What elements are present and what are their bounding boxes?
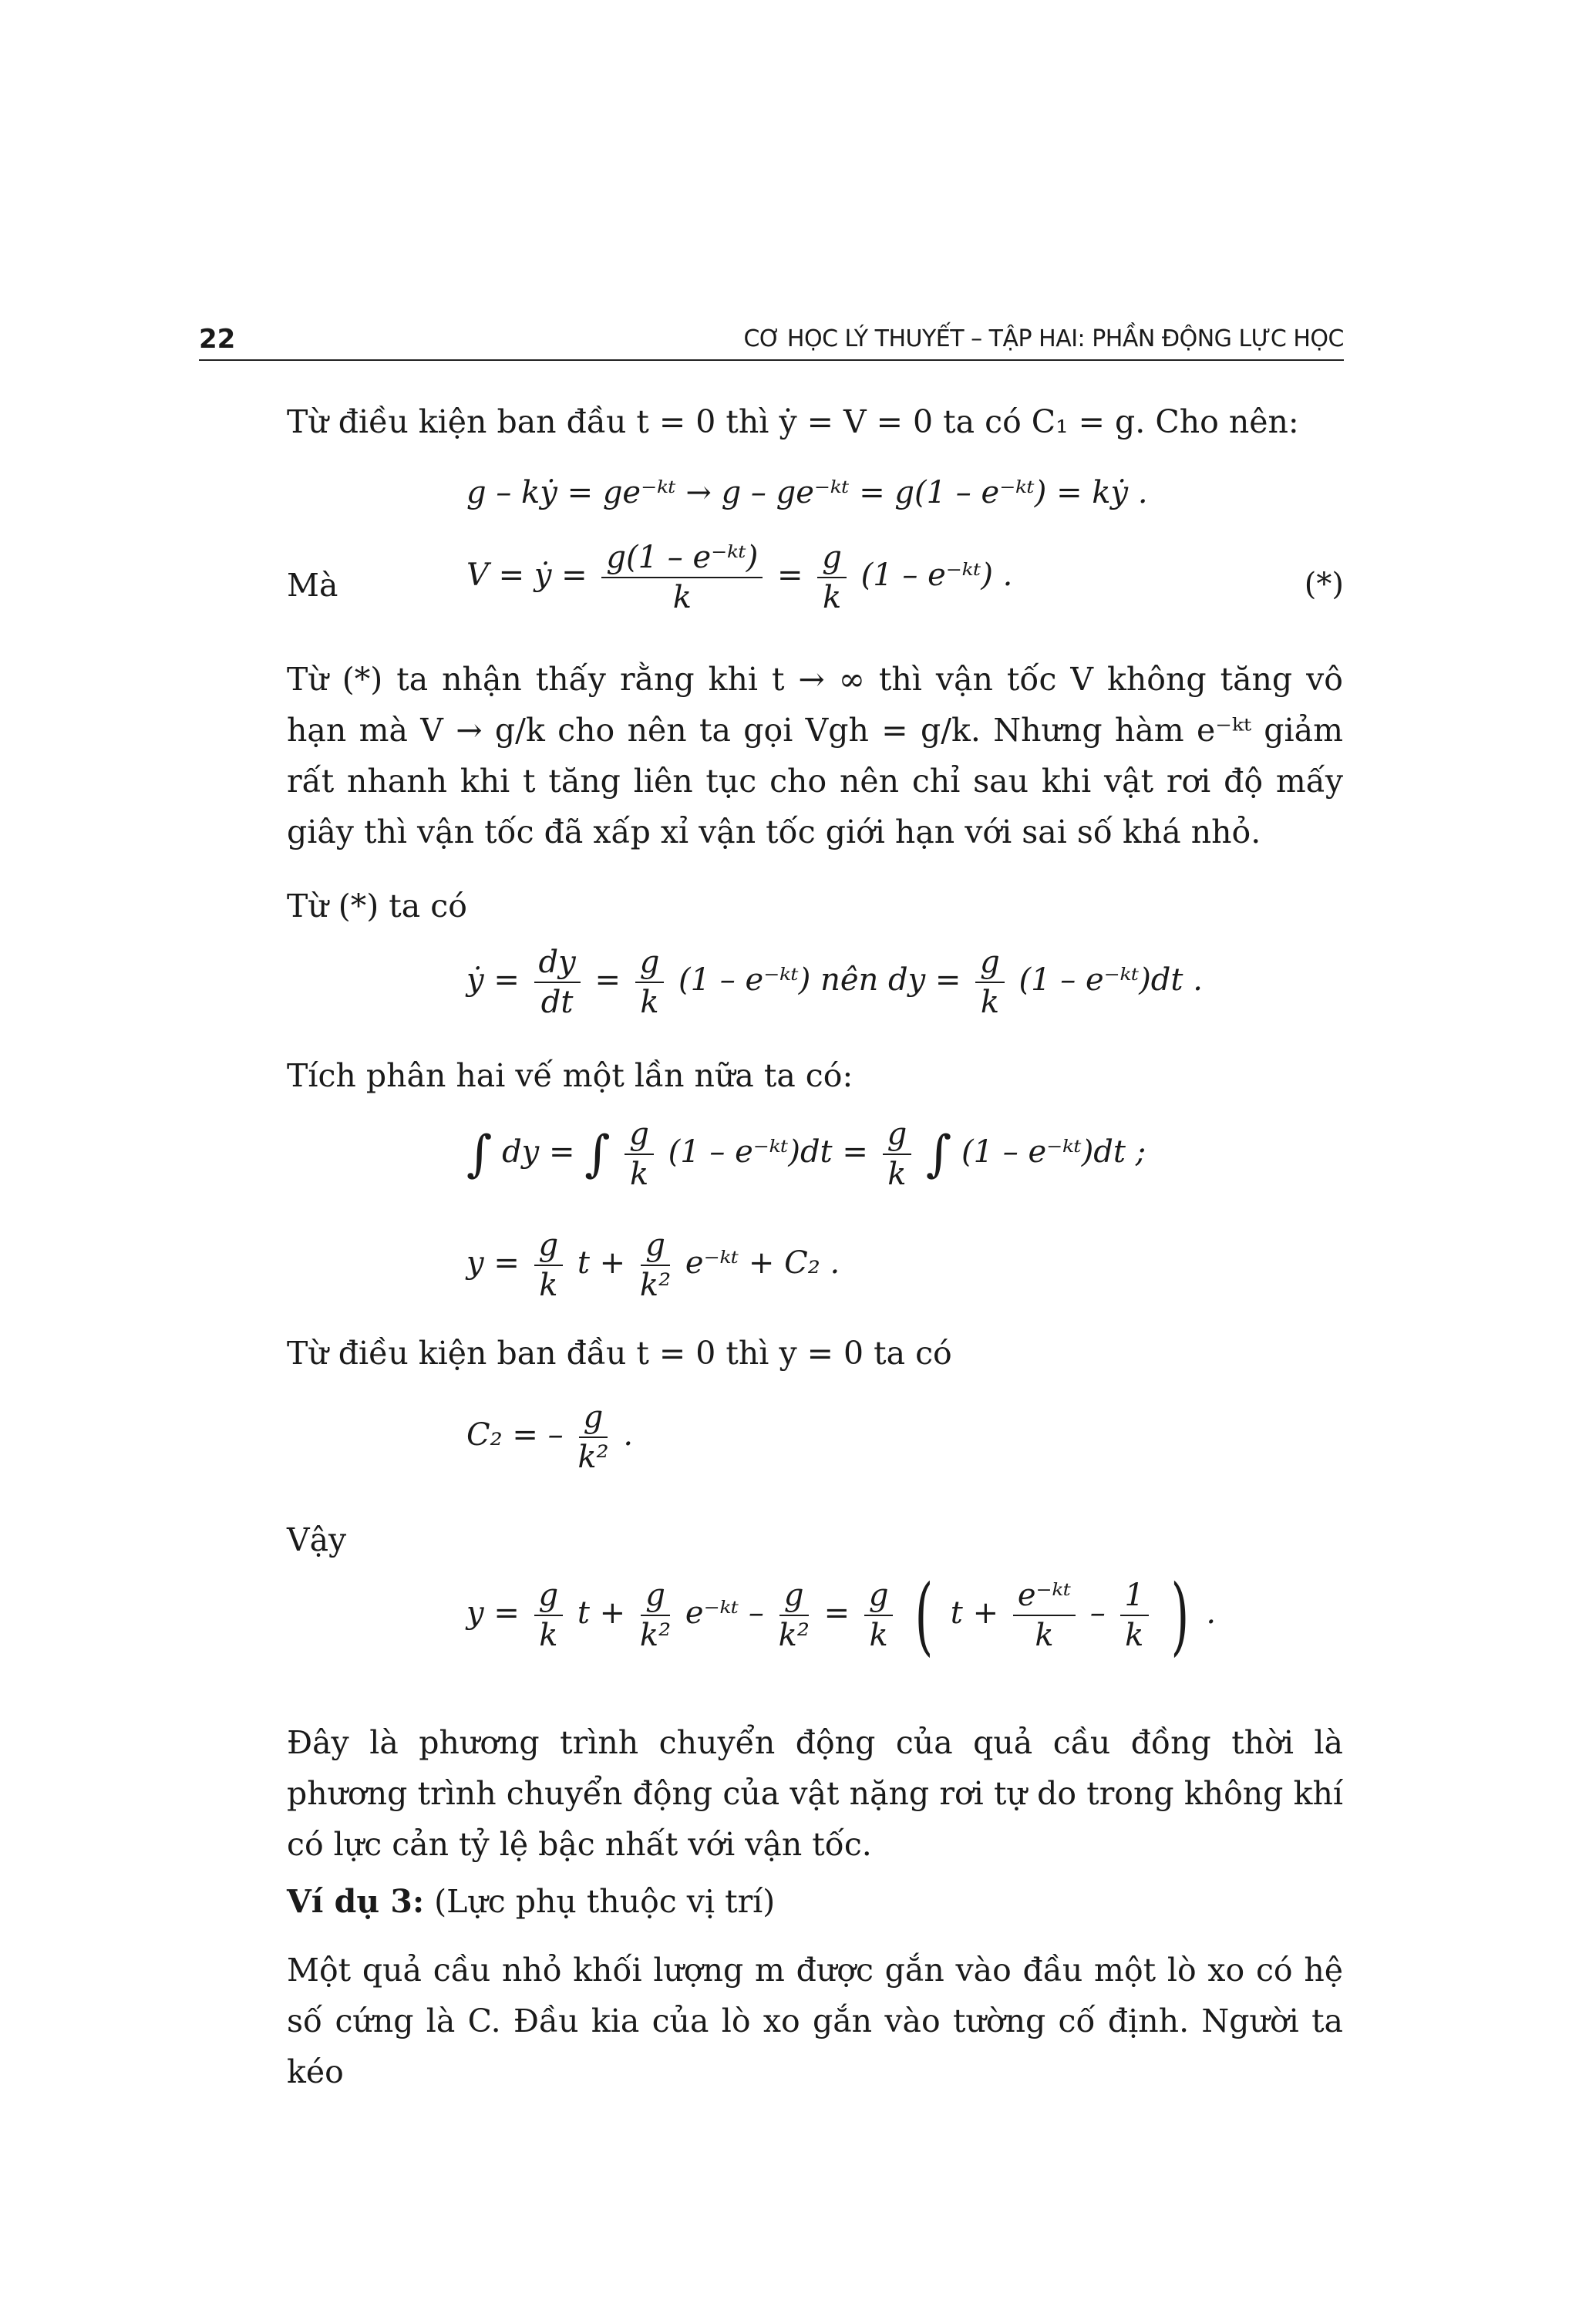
eq7-frac-6-num: 1	[1120, 1578, 1149, 1616]
equation-tag: (*)	[1304, 567, 1344, 602]
running-title: CƠ HỌC LÝ THUYẾT – TẬP HAI: PHẦN ĐỘNG LỰC HỌC	[743, 325, 1344, 352]
eq3-frac-1	[534, 945, 581, 1020]
eq3-frac-3	[975, 945, 1005, 1020]
eq3-frac-3-num: g	[975, 945, 1005, 983]
eq5-frac-2-num: g	[641, 1228, 670, 1266]
eq7-frac-5	[1013, 1578, 1076, 1653]
eq3-frac-2	[635, 945, 665, 1020]
eq2-frac-2-num: g	[817, 540, 847, 578]
eq3-frac-1-num: dy	[534, 945, 581, 983]
eq3-frac-1-den: dt	[540, 985, 574, 1020]
eq3-lhs: ẏ =	[466, 962, 520, 998]
paragraph-example-3: Một quả cầu nhỏ khối lượng m được gắn vào đầu một lò xo có hệ số cứng là C. Đầu kia của lò xo gắn vào tường cố định. Người ta kéo	[287, 1952, 1343, 2090]
eq5-frac-2-den: k²	[639, 1268, 672, 1303]
example-heading: Ví dụ 3:	[287, 1883, 425, 1920]
example-heading-line	[287, 1876, 1343, 1927]
label-ma: Mà	[287, 567, 338, 604]
eq2-frac-2-den: k	[822, 580, 842, 615]
eq7-frac-1-num: g	[534, 1578, 564, 1616]
eq7-frac-4-den: k	[869, 1618, 888, 1653]
equation-velocity	[466, 540, 1012, 615]
eq6-frac-den: k²	[577, 1440, 609, 1475]
eq4-frac-2-num: g	[883, 1117, 912, 1155]
eq6-frac	[577, 1399, 608, 1475]
integral-sign: ∫	[925, 1126, 952, 1183]
eq5-frac-1	[534, 1228, 564, 1303]
eq2-equals: =	[777, 557, 803, 593]
paragraph-limit-velocity: Từ (*) ta nhận thấy rằng khi t → ∞ thì vận tốc V không tăng vô hạn mà V → g/k cho nên ta gọi Vgh = g/k. Nhưng hàm e⁻ᵏᵗ giảm rất nhanh khi t tăng liên tục cho nên chỉ sau khi vật rơi độ mấy giây thì vận tốc đã xấp xỉ vận tốc giới hạn với sai số khá nhỏ.	[287, 661, 1343, 850]
paragraph-therefore: Vậy	[287, 1521, 347, 1558]
eq7-frac-1-den: k	[539, 1618, 558, 1653]
eq5-b: e⁻ᵏᵗ + C₂ .	[685, 1245, 840, 1281]
eq6-lhs: C₂ = –	[466, 1417, 564, 1453]
eq5-a: t +	[577, 1245, 626, 1281]
eq4-frac-1-num: g	[625, 1117, 654, 1155]
eq3-mid: (1 – e⁻ᵏᵗ) nên dy =	[678, 962, 961, 998]
equation-dy	[466, 945, 1203, 1020]
right-paren: )	[1170, 1566, 1189, 1665]
eq7-frac-2	[640, 1578, 671, 1653]
eq5-frac-1-den: k	[539, 1268, 558, 1303]
eq6-tail: .	[623, 1417, 634, 1453]
eq7-frac-1	[534, 1578, 564, 1653]
eq4-frac-1	[625, 1117, 654, 1192]
eq7-frac-4-num: g	[864, 1578, 894, 1616]
eq3-tail: (1 – e⁻ᵏᵗ)dt .	[1018, 962, 1203, 998]
page-number: 22	[199, 324, 236, 355]
eq7-end: .	[1206, 1595, 1217, 1631]
example-subtitle: (Lực phụ thuộc vị trí)	[424, 1883, 776, 1920]
eq3-frac-2-den: k	[640, 985, 659, 1020]
eq7-b: e⁻ᵏᵗ –	[685, 1595, 764, 1631]
eq4-c: (1 – e⁻ᵏᵗ)dt ;	[961, 1134, 1146, 1170]
integral-sign: ∫	[466, 1126, 493, 1183]
eq2-frac-2	[817, 540, 847, 615]
eq3-equals: =	[594, 962, 621, 998]
eq2-frac-1	[601, 540, 763, 615]
eq4-a: dy =	[502, 1134, 575, 1170]
eq2-frac-1-num: g(1 – e⁻ᵏᵗ)	[601, 540, 763, 578]
eq3-frac-2-num: g	[635, 945, 665, 983]
eq7-equals: =	[823, 1595, 850, 1631]
eq5-lhs: y =	[466, 1245, 520, 1281]
eq7-frac-3-num: g	[779, 1578, 809, 1616]
eq4-b: (1 – e⁻ᵏᵗ)dt =	[668, 1134, 868, 1170]
eq7-minus: –	[1089, 1595, 1106, 1631]
eq7-frac-5-den: k	[1035, 1618, 1054, 1653]
eq7-frac-6	[1120, 1578, 1149, 1653]
paragraph-conclusion: Đây là phương trình chuyển động của quả cầu đồng thời là phương trình chuyển động của vật nặng rơi tự do trong không khí có lực cản tỷ lệ bậc nhất với vận tốc.	[287, 1724, 1343, 1863]
left-paren: (	[914, 1566, 934, 1665]
eq7-lhs: y =	[466, 1595, 520, 1631]
eq7-frac-5-num: e⁻ᵏᵗ	[1013, 1578, 1076, 1616]
eq7-frac-3-den: k²	[778, 1618, 810, 1653]
eq6-frac-num: g	[579, 1399, 608, 1438]
paragraph-from-star: Từ (*) ta có	[287, 887, 467, 925]
eq7-frac-2-den: k²	[639, 1618, 672, 1653]
paragraph-initial-condition: Từ điều kiện ban đầu t = 0 thì ẏ = V = 0 ta có C₁ = g. Cho nên:	[287, 403, 1299, 440]
integral-sign: ∫	[584, 1126, 611, 1183]
page-header	[199, 322, 1344, 361]
eq7-a: t +	[577, 1595, 626, 1631]
eq2-tail: (1 – e⁻ᵏᵗ) .	[860, 557, 1013, 593]
eq7-frac-3	[779, 1578, 810, 1653]
eq2-frac-1-den: k	[672, 580, 692, 615]
equation-integral	[466, 1117, 1146, 1192]
paragraph-initial-y: Từ điều kiện ban đầu t = 0 thì y = 0 ta có	[287, 1335, 952, 1372]
eq7-frac-4	[864, 1578, 894, 1653]
equation-c2	[466, 1399, 633, 1475]
equation-y-final	[466, 1566, 1217, 1665]
eq7-c: t +	[950, 1595, 999, 1631]
eq4-frac-1-den: k	[629, 1157, 649, 1192]
equation-1: g – kẏ = ge⁻ᵏᵗ → g – ge⁻ᵏᵗ = g(1 – e⁻ᵏᵗ) = kẏ .	[466, 475, 1148, 510]
paragraph-integrate: Tích phân hai vế một lần nữa ta có:	[287, 1057, 853, 1094]
eq7-frac-2-num: g	[641, 1578, 670, 1616]
eq4-frac-2-den: k	[887, 1157, 907, 1192]
equation-y-general	[466, 1228, 840, 1303]
eq3-frac-3-den: k	[980, 985, 1000, 1020]
eq2-lhs: V = ẏ =	[466, 557, 587, 593]
eq7-frac-6-den: k	[1125, 1618, 1144, 1653]
eq5-frac-2	[640, 1228, 671, 1303]
eq4-frac-2	[883, 1117, 912, 1192]
eq5-frac-1-num: g	[534, 1228, 564, 1266]
